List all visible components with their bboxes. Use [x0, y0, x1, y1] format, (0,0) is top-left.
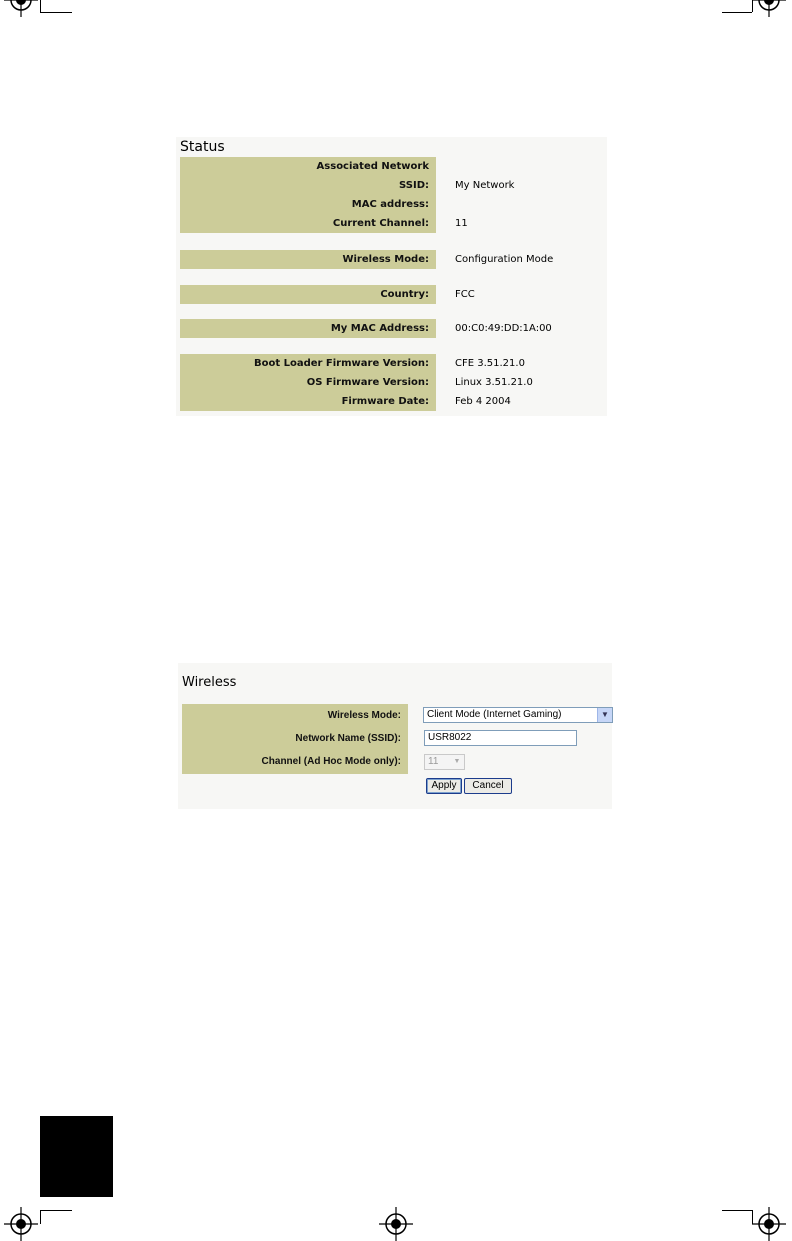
crop-line: [722, 1210, 752, 1211]
status-value: Linux 3.51.21.0: [455, 377, 533, 388]
registration-mark-icon: [752, 0, 786, 17]
channel-label: Channel (Ad Hoc Mode only):: [261, 756, 401, 767]
crop-line: [752, 0, 753, 12]
select-arrow-icon[interactable]: ▼: [597, 708, 612, 722]
channel-value: 11: [428, 756, 439, 767]
wireless-mode-value: Client Mode (Internet Gaming): [427, 709, 562, 720]
status-row: [180, 214, 607, 233]
wireless-label-block: [182, 704, 408, 774]
registration-mark-icon: [4, 0, 38, 17]
crop-line: [40, 1210, 72, 1211]
status-row: [180, 392, 607, 411]
crop-line: [40, 0, 41, 12]
status-label: SSID:: [180, 176, 436, 195]
status-value: FCC: [455, 289, 475, 300]
status-row: [180, 176, 607, 195]
status-row: [180, 195, 607, 214]
crop-line: [722, 12, 752, 13]
cancel-button[interactable]: Cancel: [464, 778, 512, 794]
wireless-title: Wireless: [182, 675, 237, 690]
status-value: Feb 4 2004: [455, 396, 511, 407]
select-arrow-icon: ▼: [453, 758, 461, 765]
status-label: MAC address:: [180, 195, 436, 214]
apply-button[interactable]: Apply: [426, 778, 462, 794]
status-label: Associated Network: [180, 157, 436, 176]
status-value: 11: [455, 218, 468, 229]
status-label: Boot Loader Firmware Version:: [180, 354, 436, 373]
status-label: Firmware Date:: [180, 392, 436, 411]
status-value: CFE 3.51.21.0: [455, 358, 525, 369]
registration-mark-icon: [4, 1207, 38, 1241]
crop-line: [752, 1210, 753, 1224]
status-row: [180, 354, 607, 373]
status-title: Status: [180, 139, 225, 155]
status-panel: [176, 137, 607, 416]
crop-line: [40, 12, 72, 13]
wireless-panel: [178, 663, 612, 809]
registration-mark-icon: [379, 1207, 413, 1241]
page-tab-block: [40, 1116, 113, 1197]
status-row: [180, 157, 607, 176]
status-label: My MAC Address:: [180, 319, 436, 338]
wireless-mode-select[interactable]: [423, 707, 613, 723]
status-row: [180, 319, 607, 338]
status-row: [180, 250, 607, 269]
wireless-mode-label: Wireless Mode:: [327, 710, 401, 721]
registration-mark-icon: [752, 1207, 786, 1241]
status-label: Current Channel:: [180, 214, 436, 233]
network-name-label: Network Name (SSID):: [295, 733, 401, 744]
status-label: Country:: [180, 285, 436, 304]
channel-select: [424, 754, 465, 770]
status-label: OS Firmware Version:: [180, 373, 436, 392]
status-label: Wireless Mode:: [180, 250, 436, 269]
crop-line: [40, 1210, 41, 1224]
network-name-input[interactable]: USR8022: [424, 730, 577, 746]
status-value: My Network: [455, 180, 515, 191]
status-row: [180, 373, 607, 392]
status-row: [180, 285, 607, 304]
status-value: Configuration Mode: [455, 254, 554, 265]
status-value: 00:C0:49:DD:1A:00: [455, 323, 552, 334]
